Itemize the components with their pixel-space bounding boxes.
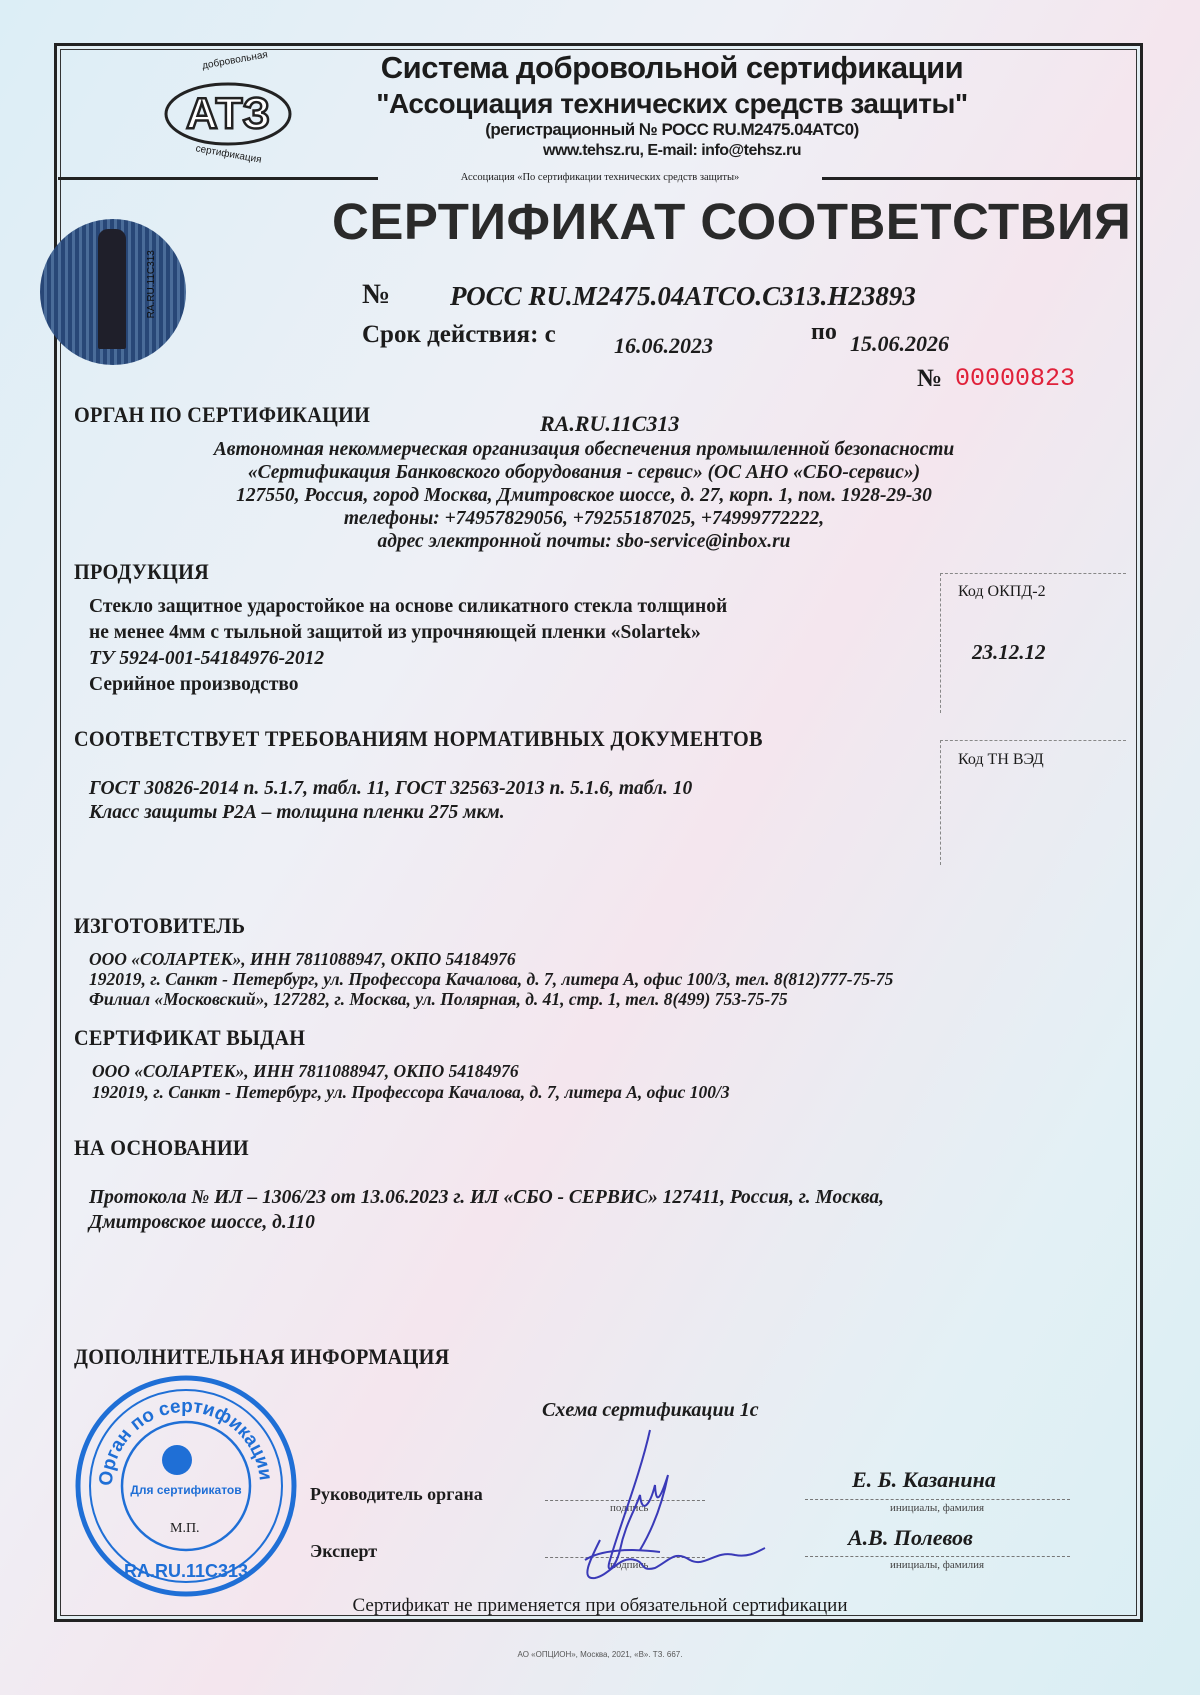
valid-to: 15.06.2026: [850, 331, 949, 356]
section-label-manufacturer: ИЗГОТОВИТЕЛЬ: [74, 913, 246, 938]
body-code: RA.RU.11C313: [540, 411, 680, 436]
stamp-place-mark: М.П.: [170, 1521, 200, 1536]
issued-to-line: 192019, г. Санкт - Петербург, ул. Профессора Качалова, д. 7, литера А, офис 100/3: [92, 1082, 730, 1102]
expert-name: А.В. Полевов: [848, 1525, 973, 1550]
certificate-title: СЕРТИФИКАТ СООТВЕТСТВИЯ: [332, 193, 1132, 250]
stamp-code: RA.RU.11C313: [123, 1561, 249, 1581]
head-name-line: [805, 1499, 1070, 1500]
section-label-basis: НА ОСНОВАНИИ: [74, 1135, 249, 1160]
validity-label: Срок действия: с: [362, 321, 556, 348]
head-signature-caption: подпись: [610, 1502, 649, 1514]
printer-imprint: АО «ОПЦИОН», Москва, 2021, «В». ТЗ. 667.: [517, 1650, 683, 1659]
section-label-conformity: СООТВЕТСТВУЕТ ТРЕБОВАНИЯМ НОРМАТИВНЫХ ДОКУМЕНТОВ: [74, 726, 763, 751]
seal-stamp: [72, 1372, 300, 1600]
product-production: Серийное производство: [89, 674, 299, 695]
manufacturer-line: 192019, г. Санкт - Петербург, ул. Профессора Качалова, д. 7, литера А, офис 100/3, тел. 8(812)777-75-75: [89, 969, 894, 989]
product-line: не менее 4мм с тыльной защитой из упрочняющей пленки «Solartek»: [89, 622, 701, 643]
number-label: №: [362, 279, 391, 310]
to-label: по: [811, 319, 837, 345]
handwritten-signatures: [540, 1425, 770, 1590]
serial-number: 00000823: [955, 364, 1076, 393]
conformity-line: Класс защиты Р2А – толщина пленки 275 мкм.: [89, 802, 505, 823]
hologram-sticker: [40, 219, 186, 365]
product-spec: ТУ 5924-001-54184976-2012: [89, 648, 325, 669]
stamp-inner-text: Для сертификатов: [130, 1483, 242, 1497]
section-label-certification-body: ОРГАН ПО СЕРТИФИКАЦИИ: [74, 402, 371, 427]
body-line: адрес электронной почты: sbo-service@inbox.ru: [377, 531, 791, 552]
head-name-caption: инициалы, фамилия: [890, 1502, 985, 1514]
logo-bottom-text: сертификация: [194, 143, 263, 166]
issued-to-line: ООО «СОЛАРТЕК», ИНН 7811088947, ОКПО 54184976: [92, 1061, 519, 1081]
body-line: Автономная некоммерческая организация обеспечения промышленной безопасности: [213, 439, 955, 460]
header-divider-right: [822, 177, 1140, 180]
expert-name-line: [805, 1556, 1070, 1557]
expert-label: Эксперт: [310, 1541, 378, 1561]
body-line: 127550, Россия, город Москва, Дмитровское шоссе, д. 27, корп. 1, пом. 1928-29-30: [236, 485, 932, 506]
okpd-code: 23.12.12: [972, 640, 1046, 664]
serial-label: №: [917, 365, 943, 392]
manufacturer-line: ООО «СОЛАРТЕК», ИНН 7811088947, ОКПО 54184976: [89, 949, 516, 969]
expert-name-caption: инициалы, фамилия: [890, 1559, 985, 1571]
basis-line: Дмитровское шоссе, д.110: [89, 1212, 315, 1233]
header-contacts: www.tehsz.ru, E-mail: info@tehsz.ru: [543, 142, 801, 159]
conformity-line: ГОСТ 30826-2014 п. 5.1.7, табл. 11, ГОСТ 32563-2013 п. 5.1.6, табл. 10: [89, 778, 693, 799]
footer-note: Сертификат не применяется при обязательной сертификации: [352, 1595, 848, 1616]
header-subtitle: "Ассоциация технических средств защиты": [376, 88, 968, 119]
tnved-label: Код ТН ВЭД: [958, 751, 1044, 768]
logo-top-text: добровольная: [201, 49, 269, 72]
header-divider-left: [58, 177, 378, 180]
hologram-text: RA.RU.11C313: [145, 250, 157, 319]
association-text: Ассоциация «По сертификации технических средств защиты»: [460, 172, 740, 183]
section-label-additional: ДОПОЛНИТЕЛЬНАЯ ИНФОРМАЦИЯ: [74, 1344, 450, 1369]
valid-from: 16.06.2023: [614, 333, 713, 358]
ats-logo: [150, 49, 305, 166]
okpd-label: Код ОКПД-2: [958, 583, 1046, 600]
stamp-text: Орган по сертификации: [95, 1395, 276, 1487]
certification-scheme: Схема сертификации 1с: [542, 1399, 759, 1421]
head-label: Руководитель органа: [310, 1484, 483, 1504]
section-label-issued-to: СЕРТИФИКАТ ВЫДАН: [74, 1025, 306, 1050]
header-title: Система добровольной сертификации: [380, 50, 964, 85]
expert-signature-caption: подпись: [610, 1559, 649, 1571]
head-name: Е. Б. Казанина: [852, 1467, 996, 1492]
manufacturer-line: Филиал «Московский», 127282, г. Москва, ул. Полярная, д. 41, стр. 1, тел. 8(499) 753-75-75: [89, 989, 788, 1009]
certificate-number: РОСС RU.M2475.04АТСО.С313.Н23893: [450, 281, 916, 311]
product-line: Стекло защитное ударостойкое на основе силикатного стекла толщиной: [89, 596, 728, 617]
header-registration: (регистрационный № РОСС RU.M2475.04АТС0): [485, 120, 859, 139]
basis-line: Протокола № ИЛ – 1306/23 от 13.06.2023 г. ИЛ «СБО - СЕРВИС» 127411, Россия, г. Москва,: [89, 1187, 884, 1208]
key-icon: [98, 229, 126, 349]
logo-text: АТЗ: [185, 89, 271, 138]
section-label-product: ПРОДУКЦИЯ: [74, 559, 210, 584]
body-line: «Сертификация Банковского оборудования - сервис» (ОС АНО «СБО-сервис»): [247, 462, 921, 483]
body-line: телефоны: +74957829056, +79255187025, +74999772222,: [343, 508, 825, 529]
